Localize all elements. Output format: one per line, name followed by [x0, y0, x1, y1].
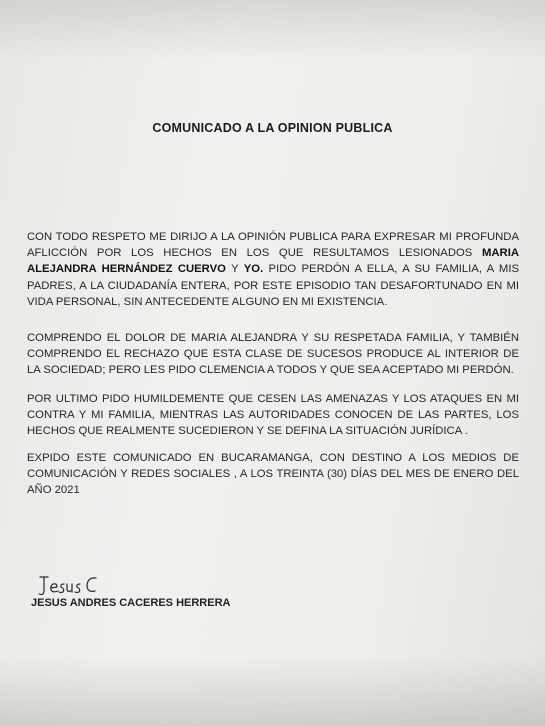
paragraph-apology-text-b: Y: [225, 263, 244, 276]
paragraph-understanding: COMPRENDO EL DOLOR DE MARIA ALEJANDRA Y SU RESPETADA FAMILIA, Y TAMBIÉN COMPRENDO EL RECHAZO QUE ESTA CLASE DE SUCESOS PRODUCE AL INTERIOR DE LA SOCIEDAD; PERO LES PIDO CLEMENCIA A TODOS Y QUE SEA ACEPTADO MI PERDÓN.: [27, 332, 519, 377]
self-reference: YO.: [243, 263, 264, 276]
top-shadow: [0, 0, 545, 60]
bottom-shadow: [0, 656, 545, 726]
paragraph-issuance: EXPIDO ESTE COMUNICADO EN BUCARAMANGA, CON DESTINO A LOS MEDIOS DE COMUNICACIÓN Y REDES SOCIALES , A LOS TREINTA (30) DÍAS DEL MES DE ENERO DEL AÑO 2021: [27, 452, 519, 497]
injured-name: MARIA ALEJANDRA HERNÁNDEZ CUERVO: [27, 247, 519, 276]
document-title: COMUNICADO A LA OPINION PUBLICA: [152, 121, 393, 135]
signer-name: JESUS ANDRES CACERES HERRERA: [31, 597, 231, 609]
paragraph-request: POR ULTIMO PIDO HUMILDEMENTE QUE CESEN LAS AMENAZAS Y LOS ATAQUES EN MI CONTRA Y MI FAMILIA, MIENTRAS LAS AUTORIDADES CONOCEN DE LAS PARTES, LOS HECHOS QUE REALMENTE SUCEDIERON Y SE DEFINA LA SITUACIÓN JURÍDICA .: [27, 393, 519, 438]
paragraph-apology-text-a: CON TODO RESPETO ME DIRIJO A LA OPINIÓN PUBLICA PARA EXPRESAR MI PROFUNDA AFLICCIÓN POR LOS HECHOS EN LOS QUE RESULTAMOS LESIONADOS: [27, 231, 519, 260]
paragraph-apology: [27, 229, 519, 310]
paragraph-apology-text-c: PIDO PERDÓN A ELLA, A SU FAMILIA, A MIS PADRES, A LA CIUDADANÍA ENTERA, POR ESTE EPISODIO TAN DESAFORTUNADO EN MI VIDA PERSONAL, SIN ANTECEDENTE ALGUNO EN MI EXISTENCIA.: [27, 263, 519, 308]
handwritten-signature: [36, 572, 106, 600]
